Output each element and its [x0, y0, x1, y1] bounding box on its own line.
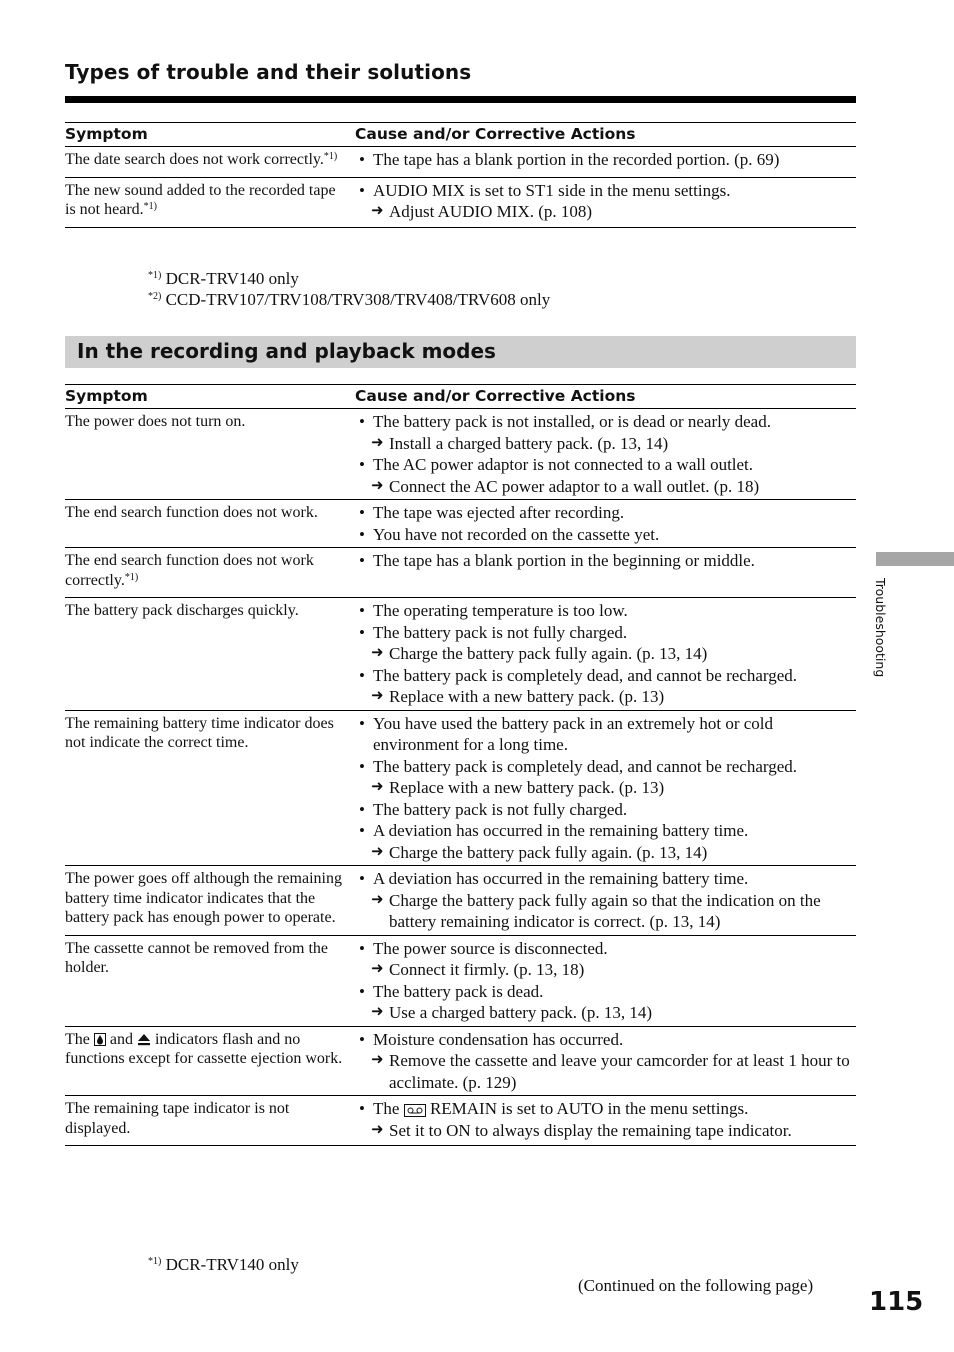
side-tab-label: Troubleshooting [873, 578, 888, 678]
table-row [65, 1026, 856, 1096]
symptom-cell [65, 177, 355, 227]
symptom-text: The date search does not work correctly. [65, 151, 324, 168]
cause-bullet: • A deviation has occurred in the remaining battery time. [355, 868, 856, 890]
symptom-cell [65, 710, 355, 866]
symptom-cell [65, 500, 355, 548]
remedy-item: ➜ Remove the cassette and leave your camcorder for at least 1 hour to acclimate. (p. 129) [371, 1051, 850, 1092]
cause-bullet: • The tape has a blank portion in the recorded portion. (p. 69) [355, 149, 856, 171]
cause-bullet: • The battery pack is completely dead, and cannot be recharged. [355, 756, 856, 778]
page-number: 115 [869, 1287, 924, 1317]
symptom-text: The power does not turn on. [65, 413, 246, 430]
symptom-cell: The remaining tape indicator is not displayed. [65, 1096, 355, 1146]
actions-cell [355, 147, 856, 178]
cause-bullet: • You have used the battery pack in an extremely hot or cold environment for a long time. [355, 713, 856, 756]
symptom-text: The cassette cannot be removed from the holder. [65, 939, 328, 976]
moisture-icon [94, 1033, 106, 1046]
section-band [65, 336, 856, 368]
symptom-cell [65, 1026, 355, 1096]
footnote-text: DCR-TRV140 only [165, 1255, 299, 1274]
side-tab-marker [876, 552, 954, 566]
remedy-item: ➜ Use a charged battery pack. (p. 13, 14) [371, 1003, 653, 1022]
symptom-text: The power goes off although the remaining battery time indicator indicates that the battery pack has enough power to operate. [65, 870, 342, 926]
actions-cell [355, 935, 856, 1026]
symptom-text: The battery pack discharges quickly. [65, 602, 299, 619]
column-header-symptom: Symptom [65, 123, 355, 147]
arrow-right-icon: ➜ [371, 434, 384, 451]
footnote-1 [148, 268, 299, 289]
symptom-text: The new sound added to the recorded tape is not heard. [65, 181, 336, 218]
title-rule [65, 96, 856, 103]
actions-cell [355, 409, 856, 500]
remedy-item: ➜ Replace with a new battery pack. (p. 13) [371, 687, 665, 706]
actions-cell [355, 177, 856, 227]
remedy-item: ➜ Connect it firmly. (p. 13, 18) [371, 960, 585, 979]
footnote-2 [148, 289, 550, 310]
remedy-item: ➜ Charge the battery pack fully again so that the indication on the battery remaining indicator is correct. (p. 13, 14) [371, 890, 821, 931]
footnote-mark: *2) [148, 291, 162, 302]
symptom-text: The remaining battery time indicator does not indicate the correct time. [65, 714, 334, 751]
cause-bullet: • Moisture condensation has occurred. [355, 1029, 856, 1051]
remedy-item: ➜ Charge the battery pack fully again. (p. 13, 14) [371, 842, 708, 862]
trouble-table-recording [65, 384, 856, 1146]
arrow-right-icon: ➜ [371, 1121, 384, 1138]
footnote-text: DCR-TRV140 only [165, 269, 299, 288]
arrow-right-icon: ➜ [371, 891, 384, 908]
actions-cell [355, 1026, 856, 1096]
arrow-right-icon: ➜ [371, 843, 384, 860]
symptom-cell [65, 409, 355, 500]
remedy-item: ➜ Adjust AUDIO MIX. (p. 108) [371, 202, 593, 221]
eject-icon [137, 1033, 151, 1046]
table-row [65, 177, 856, 227]
actions-cell [355, 710, 856, 866]
table-row [65, 935, 856, 1026]
cause-bullet: • You have not recorded on the cassette yet. [355, 524, 856, 546]
symptom-cell [65, 866, 355, 936]
symptom-text: indicators flash and no functions except for cassette ejection work. [65, 1030, 343, 1067]
footnote-mark: *1) [148, 1256, 162, 1267]
cause-bullet: • AUDIO MIX is set to ST1 side in the menu settings. [355, 180, 856, 202]
actions-cell [355, 1096, 856, 1146]
symptom-text: The [65, 1030, 90, 1048]
arrow-right-icon: ➜ [371, 688, 384, 704]
actions-cell [355, 598, 856, 711]
continued-note: (Continued on the following page) [578, 1276, 814, 1295]
arrow-right-icon: ➜ [371, 203, 384, 219]
footnote-bottom [148, 1254, 299, 1275]
symptom-text: and [109, 1030, 133, 1048]
table-row [65, 710, 856, 866]
cause-bullet: • The tape was ejected after recording. [355, 502, 856, 524]
remedy-item: ➜ Set it to ON to always display the remaining tape indicator. [371, 1120, 792, 1140]
arrow-right-icon: ➜ [371, 1052, 384, 1068]
column-header-symptom: Symptom [65, 385, 355, 409]
table-row [65, 409, 856, 500]
cause-bullet: • The battery pack is not fully charged. [355, 622, 856, 644]
actions-cell [355, 500, 856, 548]
cause-bullet: • The AC power adaptor is not connected to a wall outlet. [355, 454, 856, 476]
cause-bullet: • The battery pack is not fully charged. [355, 799, 856, 821]
table-row [65, 147, 856, 178]
arrow-right-icon: ➜ [371, 477, 384, 494]
arrow-right-icon: ➜ [371, 1004, 384, 1020]
symptom-cell [65, 147, 355, 178]
footnote-mark: *1) [124, 571, 139, 583]
cassette-icon [404, 1104, 426, 1117]
column-header-actions: Cause and/or Corrective Actions [355, 123, 856, 147]
table-row [65, 866, 856, 936]
cause-bullet: • The operating temperature is too low. [355, 600, 856, 622]
remedy-item: ➜ Connect the AC power adaptor to a wall outlet. (p. 18) [371, 476, 760, 496]
remedy-item: ➜ Charge the battery pack fully again. (p. 13, 14) [371, 644, 708, 663]
footnote-mark: *1) [148, 270, 162, 281]
symptom-text: The end search function does not work. [65, 504, 318, 521]
remedy-item: ➜ Replace with a new battery pack. (p. 13) [371, 778, 665, 797]
remedy-item: ➜ Install a charged battery pack. (p. 13, 14) [371, 433, 669, 453]
arrow-right-icon: ➜ [371, 645, 384, 661]
cause-bullet: • The battery pack is not installed, or is dead or nearly dead. [355, 411, 856, 433]
symptom-text: The end search function does not work correctly. [65, 552, 314, 589]
table-row [65, 500, 856, 548]
actions-cell [355, 866, 856, 936]
symptom-cell [65, 548, 355, 598]
trouble-table-general [65, 122, 856, 228]
cause-bullet: • The tape has a blank portion in the beginning or middle. [355, 550, 856, 572]
cause-bullet: • The battery pack is dead. [355, 981, 856, 1003]
footnote-mark: *1) [143, 201, 157, 212]
column-header-actions: Cause and/or Corrective Actions [355, 385, 856, 409]
table-row [65, 598, 856, 711]
symptom-cell [65, 935, 355, 1026]
footnote-text: CCD-TRV107/TRV108/TRV308/TRV408/TRV608 only [165, 290, 551, 309]
section-title-recording: In the recording and playback modes [77, 339, 496, 363]
section-title-types: Types of trouble and their solutions [65, 60, 472, 84]
cause-bullet: • The battery pack is completely dead, and cannot be recharged. [355, 665, 856, 687]
table-row [65, 548, 856, 598]
side-tab [868, 578, 894, 708]
cause-bullet: • The power source is disconnected. [355, 938, 856, 960]
symptom-cell [65, 598, 355, 711]
cause-bullet: • A deviation has occurred in the remaining battery time. [355, 820, 856, 842]
actions-cell [355, 548, 856, 598]
footnote-mark: *1) [323, 151, 338, 162]
cause-bullet: • The REMAIN is set to AUTO in the menu settings. [355, 1098, 856, 1120]
table-row [65, 1096, 856, 1146]
arrow-right-icon: ➜ [371, 779, 384, 795]
arrow-right-icon: ➜ [371, 961, 384, 977]
